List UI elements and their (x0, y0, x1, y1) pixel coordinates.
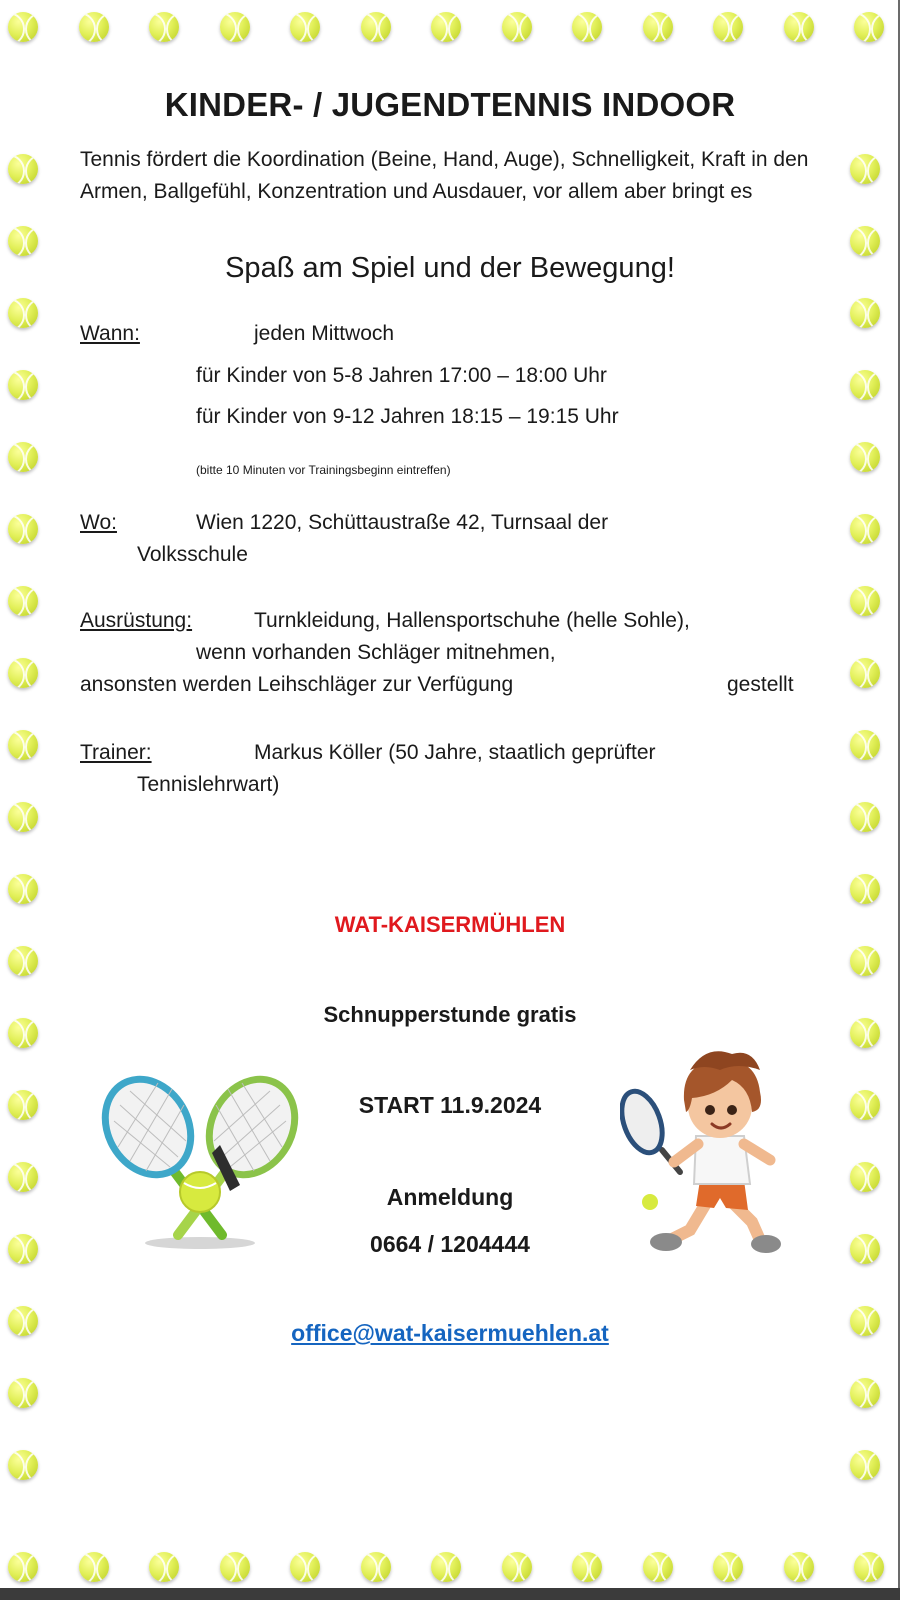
trainer-value: Markus Köller (50 Jahre, staatlich geprüfter (254, 741, 656, 764)
registration-label: Anmeldung (386, 1184, 514, 1210)
trial-lesson: Schnupperstunde gratis (323, 1002, 577, 1027)
wann-value: jeden Mittwoch (254, 322, 395, 345)
intro-text: Tennis fördert die Koordination (Beine, Hand, Auge), Schnelligkeit, Kraft in den Armen, Ballgefühl, Konzentration und Ausdauer, vor allem aber bringt es (80, 148, 809, 203)
bottom-bar (0, 1588, 900, 1600)
club-name: WAT-KAISERMÜHLEN (334, 912, 566, 937)
page-title: KINDER- / JUGENDTENNIS INDOOR (164, 86, 736, 123)
ausruestung-label: Ausrüstung: (80, 609, 193, 632)
wo-value: Wien 1220, Schüttaustraße 42, Turnsaal der (196, 511, 609, 534)
wann-time-young: für Kinder von 5-8 Jahren 17:00 – 18:00 Uhr (196, 364, 607, 387)
wo-value-cont: Volksschule (137, 543, 248, 566)
slogan: Spaß am Spiel und der Bewegung! (225, 252, 675, 284)
wann-label: Wann: (80, 322, 140, 345)
child-tennis-player-icon (620, 1040, 800, 1260)
trainer-label: Trainer: (80, 741, 152, 764)
wann-note: (bitte 10 Minuten vor Trainingsbeginn eintreffen) (196, 463, 451, 477)
ausruestung-value-2: wenn vorhanden Schläger mitnehmen, (196, 641, 556, 664)
wann-time-older: für Kinder von 9-12 Jahren 18:15 – 19:15 Uhr (196, 405, 619, 428)
start-date: START 11.9.2024 (358, 1092, 542, 1118)
wo-label: Wo: (80, 511, 117, 534)
ausruestung-value-3: ansonsten werden Leihschläger zur Verfügung (80, 673, 514, 696)
ausruestung-value: Turnkleidung, Hallensportschuhe (helle Sohle), (254, 609, 690, 632)
trainer-value-cont: Tennislehrwart) (137, 773, 280, 796)
email-link[interactable]: office@wat-kaisermuehlen.at (291, 1320, 609, 1346)
tennis-rackets-icon (100, 1075, 300, 1255)
phone-number: 0664 / 1204444 (370, 1231, 530, 1257)
ausruestung-value-4: gestellt (727, 673, 794, 696)
